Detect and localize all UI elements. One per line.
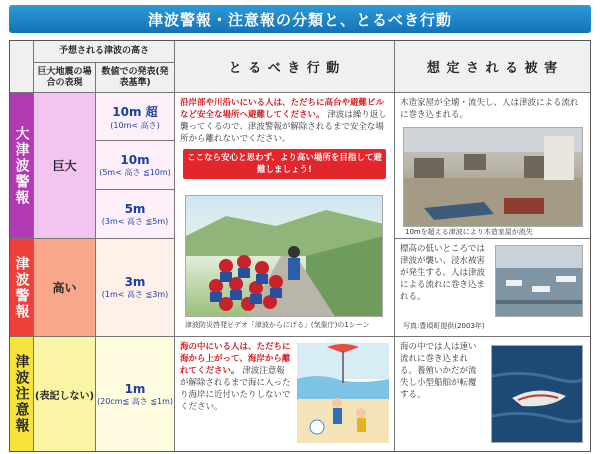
value-big: 3m — [124, 275, 146, 289]
magnitude-none: (表記しない) — [34, 337, 96, 451]
action-advisory-cell — [175, 337, 395, 451]
corner-cell — [10, 41, 34, 93]
destruction-photo — [403, 127, 583, 227]
header-damage: 想 定 さ れ る 被 害 — [395, 41, 590, 93]
value-range: (1m< 高さ ≦3m) — [101, 290, 169, 299]
damage-major-caption: 10mを超える津波により木造家屋が流失 — [405, 228, 533, 236]
damage-major-text: 木造家屋が全壊・流失し、人は津波による流れに巻き込まれる。 — [400, 98, 579, 120]
value-row — [96, 239, 175, 337]
header-action: と る べ き 行 動 — [175, 41, 395, 93]
action-warning-cell — [175, 93, 395, 337]
damage-warning-cell — [395, 239, 590, 337]
flood-photo-svg — [496, 246, 583, 317]
action-major-text: 津波は繰り返し襲ってくるので、津波警報が解除されるまで安全な場所から離れないでください。 — [180, 110, 387, 144]
damage-warning-text: 標高の低いところでは津波が襲い、浸水被害が発生する。人は津波による流れに巻き込まれる。 — [400, 244, 486, 302]
action-advisory-red: 海の中にいる人は、ただちに海から上がって、海岸から離れてください。 — [180, 342, 291, 376]
flood-photo — [495, 245, 583, 317]
value-big: 5m — [124, 201, 146, 216]
value-range: (10m< 高さ) — [110, 120, 160, 130]
value-row — [96, 337, 175, 451]
tsunami-table — [9, 40, 591, 452]
damage-advisory-text: 海の中では人は速い流れに巻き込まれる。養殖いかだが流失し小型船舶が転覆する。 — [400, 342, 477, 400]
label-advisory: 津波注意報 — [10, 337, 34, 451]
capsized-boat-photo — [491, 345, 583, 443]
beach-illustration-svg — [297, 343, 389, 443]
value-big: 1m — [124, 381, 146, 396]
destruction-photo-svg — [404, 128, 583, 227]
action-major-box: ここなら安心と思わず、より高い場所を目指して避難しましょう! — [183, 149, 386, 179]
damage-warning-caption: 写真:豊頃町提供(2003年) — [403, 322, 485, 330]
header-numeric: 数値での発表(発表基準) — [96, 63, 175, 93]
magnitude-high: 高い — [34, 239, 96, 337]
value-range: (3m< 高さ ≦5m) — [101, 216, 169, 226]
header-qualitative: 巨大地震の場合の表現 — [34, 63, 96, 93]
action-major-caption: 津波防災啓発ビデオ「津波からにげる」(気象庁)の1シーン — [185, 321, 370, 329]
title-banner — [0, 0, 600, 37]
page-title: 津波警報・注意報の分類と、とるべき行動 — [9, 5, 591, 33]
damage-major-cell — [395, 93, 590, 239]
capsized-boat-photo-svg — [492, 346, 583, 443]
magnitude-huge: 巨大 — [34, 93, 96, 239]
label-warning: 津波警報 — [10, 239, 34, 337]
value-big: 10m — [120, 152, 150, 167]
value-row — [96, 141, 175, 190]
label-major-warning: 大津波警報 — [10, 93, 34, 239]
value-big: 10m 超 — [112, 104, 158, 119]
damage-advisory-cell — [395, 337, 590, 451]
value-row — [96, 190, 175, 239]
action-major-red: 沿岸部や川沿いにいる人は、ただちに高台や避難ビルなど安全な場所へ避難してください。 — [180, 98, 385, 120]
evacuation-illustration — [185, 195, 383, 317]
value-range: (5m< 高さ ≦10m) — [99, 167, 171, 177]
value-row — [96, 93, 175, 141]
header-expected-height: 予想される津波の高さ — [34, 41, 175, 63]
value-range: (20cm≦ 高さ ≦1m) — [97, 396, 173, 406]
evacuation-illustration-svg — [186, 196, 383, 317]
action-advisory-text: 津波注意報が解除されるまで海に入ったり海岸に近付いたりしないでください。 — [180, 366, 291, 412]
beach-illustration — [297, 343, 389, 443]
